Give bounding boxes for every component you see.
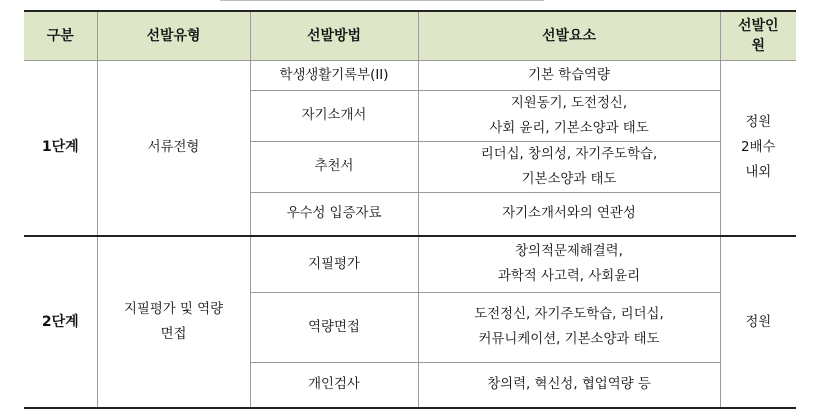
header-type: 선발유형: [97, 11, 250, 60]
stage1-type: 서류전형: [97, 60, 250, 236]
stage2-method-1: 지필평가: [250, 236, 418, 292]
stage2-method-2: 역량면접: [250, 292, 418, 362]
elements-line: 기본 학습역량: [528, 67, 610, 83]
elements-line: 기본소양과 태도: [521, 171, 617, 187]
elements-line: 창의적문제해결력,: [515, 244, 623, 260]
stage1-method-3: 추천서: [250, 141, 418, 192]
stage1-method-2: 자기소개서: [250, 90, 418, 141]
type-line: 면접: [160, 327, 187, 342]
stage1-method-1: 학생생활기록부(II): [250, 60, 418, 90]
stage2-method-3: 개인검사: [250, 362, 418, 408]
stage1-method-4: 우수성 입증자료: [250, 192, 418, 236]
elements-line: 창의력, 혁신성, 협업역량 등: [487, 377, 651, 393]
stage1-elements-4: [418, 192, 720, 236]
elements-line: 커뮤니케이션, 기본소양과 태도: [478, 332, 660, 347]
header-gubun: 구분: [24, 11, 97, 60]
stage1-elements-2: [418, 90, 720, 141]
stage1-elements-3: [418, 141, 720, 192]
elements-line: 지원동기, 도전정신,: [510, 95, 628, 111]
table-row: [24, 236, 796, 292]
stage1-elements-1: [418, 60, 720, 90]
stage2-elements-1: [418, 236, 720, 292]
header-method: 선발방법: [250, 11, 418, 60]
table-row: [24, 60, 796, 90]
top-rule: [220, 0, 544, 1]
stage2-elements-3: [418, 362, 720, 408]
stage1-name: 1단계: [24, 60, 97, 236]
elements-line: 과학적 사고력, 사회윤리: [497, 269, 641, 285]
elements-line: 자기소개서와의 연관성: [502, 206, 636, 222]
elements-line: 리더십, 창의성, 자기주도학습,: [480, 146, 658, 162]
stage2-type: [97, 236, 250, 408]
stage2-name: 2단계: [24, 236, 97, 408]
elements-line: 사회 윤리, 기본소양과 태도: [489, 120, 649, 136]
header-elements: 선발요소: [418, 11, 720, 60]
count-line: 2배수: [741, 140, 776, 156]
count-line: 정원: [745, 115, 772, 131]
selection-table: [24, 10, 796, 409]
stage2-elements-2: [418, 292, 720, 362]
header-count-line1: 선발인: [737, 17, 779, 34]
count-line: 내외: [745, 165, 772, 181]
header-count-line2: 원: [751, 37, 766, 54]
stage1-count: [720, 60, 796, 236]
header-count: [720, 11, 796, 60]
stage2-count: 정원: [720, 236, 796, 408]
header-row: [24, 11, 796, 60]
type-line: 지필평가 및 역량: [123, 302, 224, 317]
elements-line: 도전정신, 자기주도학습, 리더십,: [474, 307, 664, 322]
